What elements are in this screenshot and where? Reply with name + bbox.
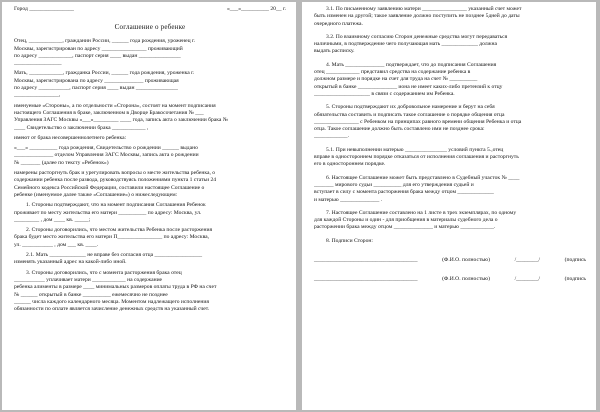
- signature-slash: /________/: [514, 257, 541, 264]
- text-line: изменять указанный адрес на какой-либо иной.: [14, 259, 127, 266]
- text-line: по адресу ___________, паспорт серия ____ выдан _______________: [14, 85, 178, 92]
- text-line: ______ числа каждого календарного месяца. Моментом надлежащего исполнения: [14, 298, 209, 305]
- page-right: [302, 2, 596, 410]
- text-line: очередного платежа.: [314, 20, 363, 27]
- text-line: по адресу ____________, паспорт серия ____ выдан _______________: [14, 52, 181, 59]
- document-title: Соглашение о ребенке: [114, 23, 186, 32]
- text-line: содержании ребенка после развода, руководствуясь положениями пункта 1 статьи 24: [14, 177, 217, 184]
- text-line: для каждой Стороны и один - для приобщения в материалы судебного дела о: [314, 217, 498, 224]
- text-line: проживает по месту жительства его матери __________ по адресу: Москва, ул.: [14, 209, 202, 216]
- signature-name-underline: _____________________________________: [314, 257, 418, 264]
- text-line: вправе в одностороннем порядке отказаться от исполнения соглашения и расторгнуть: [314, 154, 519, 161]
- signature-label: (подпись: [564, 276, 586, 283]
- text-line: 6. Настоящее Соглашение может быть представлено в Судебный участок № ____: [326, 174, 520, 181]
- text-line: «___» __________ года рождения, Свидетельство о рождении ______ выдано: [14, 145, 198, 152]
- text-line: настоящего Соглашения в браке, заключенном в Дворце Бракосочетания № ___: [14, 109, 204, 116]
- text-line: расторжении брака между отцом ______________ и матерью ____________.: [314, 224, 496, 231]
- text-line: его в одностороннем порядке.: [314, 161, 386, 168]
- signature-slash: /________/: [514, 276, 541, 283]
- header-date: «___»__________ 20__ г.: [227, 6, 286, 12]
- text-line: _________________: [14, 60, 62, 67]
- header-city: Город ________________: [14, 6, 74, 12]
- text-line: 4. Мать ______________ подтверждает, что до подписания Соглашения: [326, 61, 497, 68]
- text-line: наличными, в подтверждение чего получающая мать _____________ должна: [314, 41, 497, 48]
- signature-line-2: [314, 276, 586, 283]
- page-left: [2, 2, 296, 410]
- text-line: ребенке (именуемое далее также «Соглашение») о нижеследующем:: [14, 191, 178, 198]
- text-line: обязательства составить и подписать такое соглашение о порядке общения отца: [314, 111, 505, 118]
- text-line: брака будет место жительства его матери П________________ по адресу: Москва,: [14, 234, 210, 241]
- text-line: 3.2. По взаимному согласию Сторон денежные средства могут передаваться: [326, 33, 508, 40]
- header-row: [14, 6, 286, 13]
- text-line: ____ Свидетельство о заключении брака ____________ ,: [14, 124, 149, 131]
- text-line: Семейного кодекса Российской Федерации, составили настоящее Соглашение о: [14, 184, 205, 191]
- text-line: должном размере и порядке на счет для труда на счет № __________: [314, 76, 478, 83]
- text-line: и матерью ______________ .: [314, 196, 383, 203]
- text-line: 3.1. По письменному заявлению матери ________________ указанный счет может: [326, 6, 522, 12]
- text-line: Мать, ____________, гражданка России, ______ года рождения, уроженка г.: [14, 70, 195, 77]
- text-line: _______ мирового судьи __________ для его утверждения судьей и: [314, 181, 474, 188]
- text-line: ________________ с Ребенком на принципах равного времени общения Ребенка и отца: [314, 118, 522, 125]
- text-line: 2.1. Мать _____________ не вправе без согласия отца _________________: [26, 252, 203, 259]
- text-line: 7. Настоящее Соглашение составлено на 1 листе в трех экземплярах, по одному: [326, 209, 517, 216]
- text-line: _________ , дом ____ кв. _____;: [14, 216, 91, 223]
- signature-name-underline: _____________________________________: [314, 276, 418, 283]
- text-line: имеют от брака несовершеннолетнего ребенка:: [14, 134, 127, 141]
- text-line: быть изменен на другой; такое заявление должно поступить не позднее 5дней до даты: [314, 13, 520, 20]
- text-line: ___________ уплачивает матери ____________ на содержание: [14, 276, 163, 283]
- text-line: 1. Стороны подтверждают, что на момент подписания Соглашения Ребенок: [26, 202, 206, 209]
- signature-name-label: (Ф.И.О. полностью): [442, 276, 490, 283]
- text-line: вступает в силу с момента расторжения брака между отцом _____________: [314, 189, 494, 196]
- text-line: отец ____________ представил средства на содержание ребенка в: [314, 69, 471, 76]
- signature-line-1: [314, 257, 586, 264]
- text-line: ________________,: [14, 92, 61, 99]
- text-line: ул. ___________ , дом ___ кв. ____.: [14, 241, 99, 248]
- text-line: 2. Стороны договорились, что местом жительства Ребенка после расторжения: [26, 227, 213, 234]
- text-line: ______________ отделом Управления ЗАГС Москвы, запись акта о рождении: [14, 152, 199, 159]
- text-line: ____________.: [314, 133, 349, 140]
- text-line: ребенка алименты в размере ____ минимальных размеров оплаты труда в РФ на счет: [14, 284, 217, 291]
- text-line: открытый в банке ______________ иона не имеет каких-либо претензий к отцу: [314, 83, 503, 90]
- text-line: обязанности по оплате является зачисление денежных средств на указанный счет.: [14, 306, 210, 313]
- signature-label: (подпись: [564, 257, 586, 264]
- text-line: Москвы, зарегистрирована по адресу ______________ проживающая: [14, 77, 179, 84]
- text-line: отца. Такое соглашение должно быть составлено ими не позднее срока:: [314, 126, 485, 133]
- text-line: 5.1. При невыполнении матерью _______________ условий пункта 5.,отец: [326, 146, 504, 153]
- text-line: Управления ЗАГС Москвы «___»_________ ____ года, запись акта о заключении брака №: [14, 117, 229, 124]
- text-line: 5. Стороны подтверждают их добровольное намерение и берут на себя: [326, 104, 495, 111]
- signature-name-label: (Ф.И.О. полностью): [442, 257, 490, 264]
- text-line: ____________________ в связи с содержанием им Ребенка.: [314, 90, 455, 97]
- text-line: № ______ открытый в банке __________ ежемесячно не позднее: [14, 291, 168, 298]
- text-line: именуемые «Стороны», а по отдельности «Сторона», состоят на момент подписания: [14, 102, 216, 109]
- text-line: Отец, ____________, гражданин России, ______ года рождения, уроженец г.: [14, 38, 196, 45]
- signatures-heading: 8. Подписи Сторон:: [326, 237, 373, 244]
- text-line: 3. Стороны договорились, что с момента расторжения брака отец: [26, 269, 182, 276]
- text-line: Москвы, зарегистрирован по адресу ________________ проживающий: [14, 45, 183, 52]
- text-line: намерены расторгнуть брак и урегулировать вопросы о месте жительства ребенка, о: [14, 170, 216, 177]
- text-line: № _______ (далее по тексту «Ребенок»): [14, 159, 109, 166]
- text-line: выдать расписку.: [314, 48, 355, 55]
